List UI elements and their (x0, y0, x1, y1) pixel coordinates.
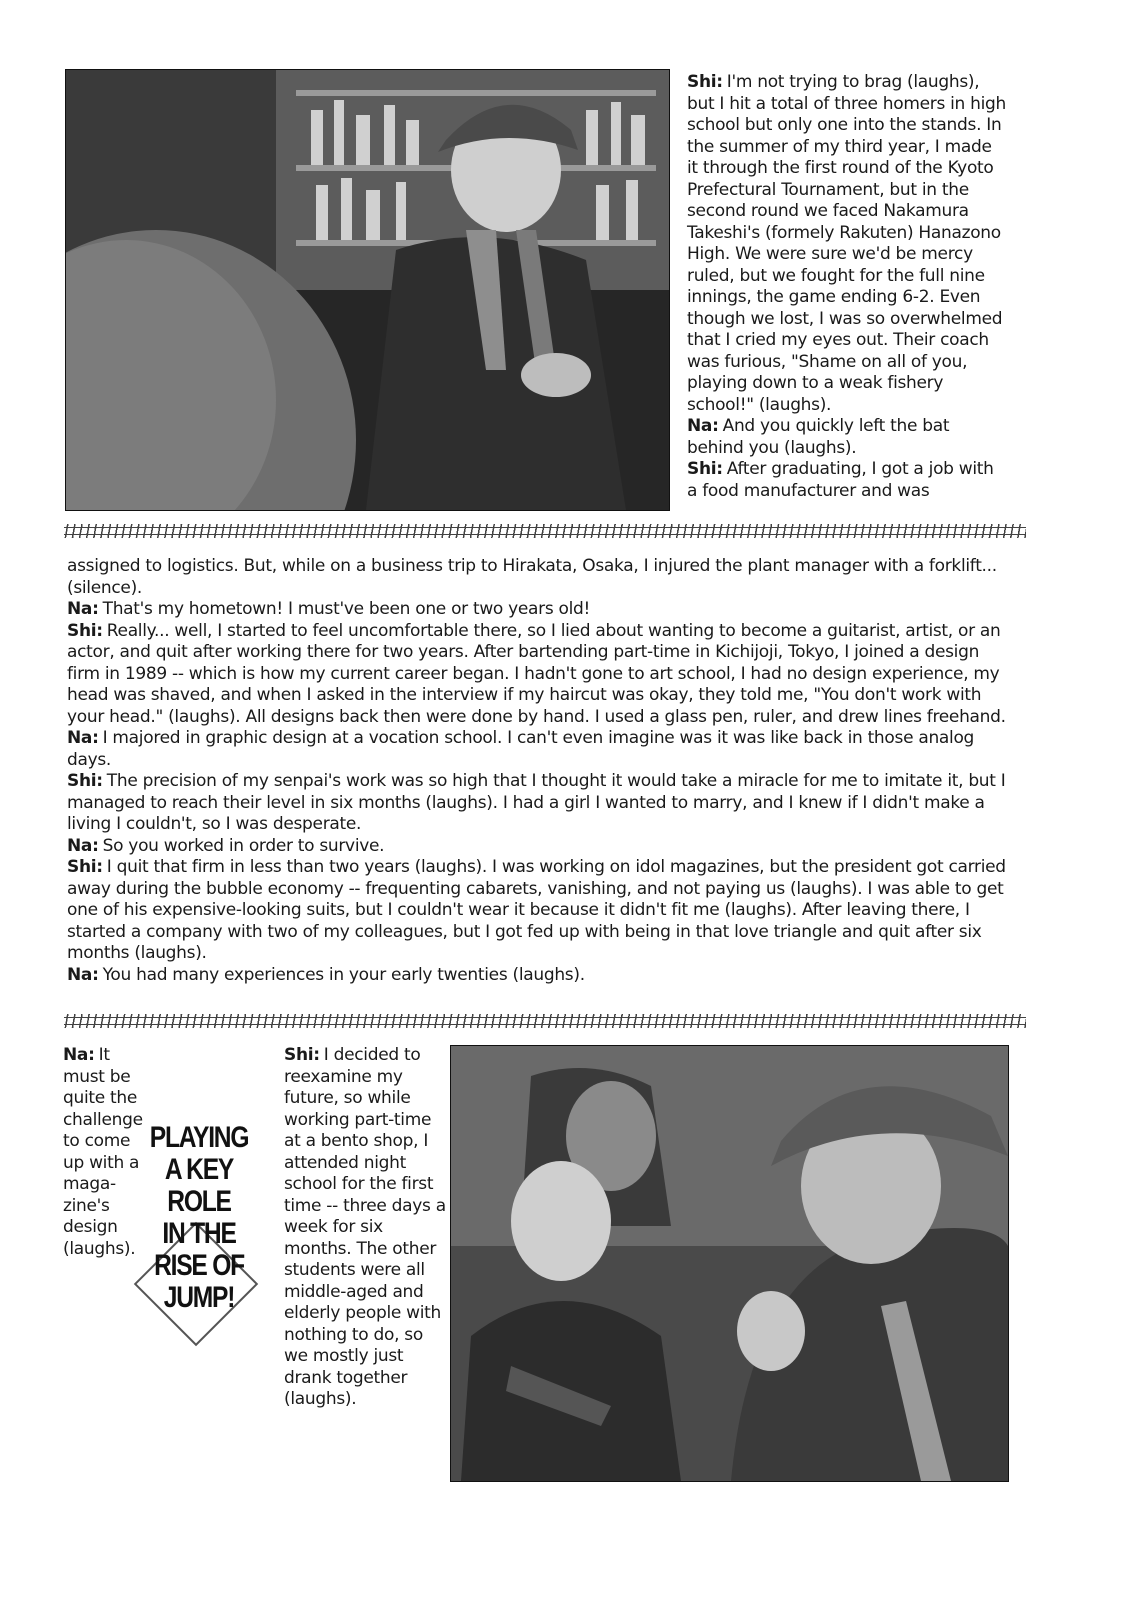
dialogue-line: Shi: I decided to reexamine my future, so while working part-time at a bento shop, I attended night school for the first time -- three days a week for six months. The other students were all middle-aged and elderly people with nothing to do, so we mostly just drank together (laughs). (284, 1045, 446, 1409)
bar-interview-photo (65, 69, 670, 511)
dialogue-line: Shi: I quit that firm in less than two years (laughs). I was working on idol magazines, but the president got carried away during the bubble economy -- frequenting cabarets, vanishing, and not paying us (laughs). I was able to get one of his expensive-looking suits, but I couldn't wear it because it didn't fit me (laughs). After leaving there, I started a company with two of my colleagues, but I got fed up with being in that love triangle and quit after six months (laughs). (67, 857, 1006, 963)
section-headline: PLAYING A KEY ROLE IN THE RISE OF JUMP! (149, 1121, 249, 1314)
dialogue-line: assigned to logistics. But, while on a business trip to Hirakata, Osaka, I injured the plant manager with a forklift... (silence). (67, 556, 997, 598)
dialogue-line: Na: That's my hometown! I must've been one or two years old! (67, 599, 591, 619)
dialogue-line: Shi: After graduating, I got a job with a food manufacturer and was (687, 459, 994, 501)
dialogue-line: Na: I majored in graphic design at a vocation school. I can't even imagine was it was like back in those analog days. (67, 728, 975, 770)
dialogue-line: Na: It must be quite the challenge to come up with a maga- zine's design (laughs). (63, 1045, 143, 1259)
dialogue-line: Shi: Really... well, I started to feel uncomfortable there, so I lied about wanting to become a guitarist, artist, or an actor, and quit after working there for two years. After bartending part-time in Kichijoji, Tokyo, I joined a design firm in 1989 -- which is how my current career began. I hadn't gone to art school, I had no design experience, my head was shaved, and when I asked in the interview if my haircut was okay, they told me, "You don't work with your head." (laughs). All designs back then were done by hand. I used a glass pen, ruler, and drew lines freehand. (67, 620, 1006, 727)
decorative-divider (64, 524, 1026, 538)
bottom-middle-text (284, 1045, 450, 1411)
dialogue-line: Shi: I'm not trying to brag (laughs), but I hit a total of three homers in high school but only one into the stands. In the summer of my third year, I made it through the first round of the Kyoto Prefectural Tournament, but in the second round we faced Nakamura Takeshi's (formely Rakuten) Hanazono High. We were sure we'd be mercy ruled, but we fought for the full nine innings, the game ending 6-2. Even though we lost, I was so overwhelmed that I cried my eyes out. Their coach was furious, "Shame on all of you, playing down to a weak fishery school!" (laughs). (687, 72, 1006, 415)
dialogue-line: Na: And you quickly left the bat behind you (laughs). (687, 416, 950, 458)
middle-text (67, 556, 1011, 986)
dialogue-line: Na: You had many experiences in your early twenties (laughs). (67, 964, 585, 985)
dialogue-line: Na: So you worked in order to survive. (67, 835, 385, 856)
dialogue-line: Shi: The precision of my senpai's work was so high that I thought it would take a miracle for me to imitate it, but I managed to reach their level in six months (laughs). I had a girl I wanted to marry, and I knew if I didn't make a living I couldn't, so I was desperate. (67, 771, 1006, 834)
bottom-left-text (63, 1045, 141, 1260)
top-right-text (687, 72, 1007, 502)
conversation-photo (450, 1045, 1009, 1482)
decorative-divider (64, 1014, 1026, 1028)
